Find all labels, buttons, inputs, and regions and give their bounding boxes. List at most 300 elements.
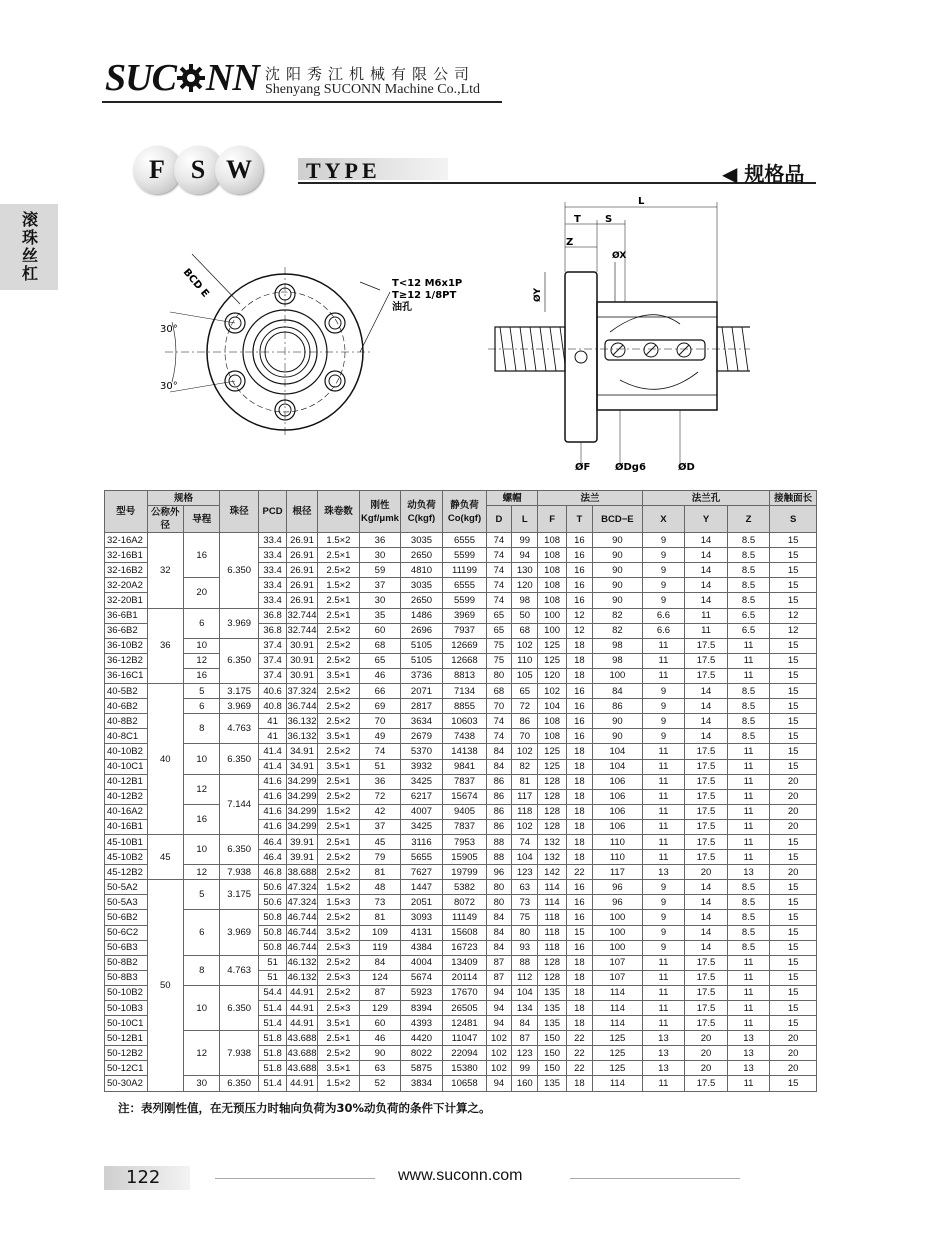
cell-root-dia: 39.91 <box>287 850 317 865</box>
cell-nut-l: 87 <box>512 1031 538 1046</box>
cell-hole-z: 11 <box>727 774 770 789</box>
cell-hole-y: 14 <box>685 533 728 548</box>
cell-pcd: 51.8 <box>258 1061 286 1076</box>
cell-contact-s: 15 <box>770 653 817 668</box>
cell-flange-f: 128 <box>538 789 566 804</box>
cell-turns: 2.5×2 <box>317 684 360 699</box>
header-dyn-load: 动负荷 C(kgf) <box>400 491 443 533</box>
cell-contact-s: 15 <box>770 714 817 729</box>
cell-rigidity: 52 <box>360 1076 401 1091</box>
cell-flange-f: 125 <box>538 759 566 774</box>
cell-pcd: 46.4 <box>258 850 286 865</box>
cell-hole-x: 13 <box>642 1031 685 1046</box>
cell-contact-s: 15 <box>770 895 817 910</box>
company-name-cn: 沈阳秀江机械有限公司 <box>265 65 476 83</box>
cell-model: 50-8B3 <box>105 970 148 985</box>
cell-root-dia: 36.132 <box>287 729 317 744</box>
cell-hole-y: 17.5 <box>685 744 728 759</box>
cell-nut-l: 160 <box>512 1076 538 1091</box>
cell-hole-z: 11 <box>727 985 770 1000</box>
cell-root-dia: 26.91 <box>287 593 317 608</box>
cell-flange-bcd: 114 <box>593 1016 643 1031</box>
cell-contact-s: 20 <box>770 789 817 804</box>
cell-flange-bcd: 100 <box>593 925 643 940</box>
type-label: TYPE <box>306 158 381 183</box>
cell-hole-z: 13 <box>727 1046 770 1061</box>
spec-table-body <box>105 533 817 1091</box>
type-letter-s: S <box>174 146 222 194</box>
cell-hole-x: 9 <box>642 910 685 925</box>
cell-turns: 2.5×1 <box>317 774 360 789</box>
cell-nut-d: 94 <box>486 1001 511 1016</box>
cell-static-load: 26505 <box>443 1001 487 1016</box>
cell-model: 45-10B1 <box>105 834 148 849</box>
cell-ball-dia: 6.350 <box>220 638 258 683</box>
cell-model: 40-6B2 <box>105 699 148 714</box>
cell-flange-f: 108 <box>538 563 566 578</box>
cell-dyn-load: 4384 <box>400 940 443 955</box>
cell-nut-l: 80 <box>512 925 538 940</box>
cell-hole-x: 11 <box>642 744 685 759</box>
cell-flange-f: 114 <box>538 880 566 895</box>
cell-hole-y: 14 <box>685 563 728 578</box>
cell-dyn-load: 4007 <box>400 804 443 819</box>
cell-rigidity: 79 <box>360 850 401 865</box>
cell-contact-s: 12 <box>770 623 817 638</box>
cell-root-dia: 26.91 <box>287 563 317 578</box>
cell-nut-l: 98 <box>512 593 538 608</box>
cell-lead: 16 <box>183 804 219 834</box>
cell-static-load: 15380 <box>443 1061 487 1076</box>
cell-model: 50-6B2 <box>105 910 148 925</box>
cell-turns: 2.5×2 <box>317 638 360 653</box>
cell-root-dia: 44.91 <box>287 1076 317 1091</box>
cell-turns: 2.5×1 <box>317 548 360 563</box>
cell-rigidity: 87 <box>360 985 401 1000</box>
header-pcd: PCD <box>258 491 286 533</box>
cell-flange-bcd: 125 <box>593 1061 643 1076</box>
cell-model: 32-16A2 <box>105 533 148 548</box>
cell-hole-x: 11 <box>642 970 685 985</box>
dim-dg6-label: ØDg6 <box>615 462 646 473</box>
cell-pcd: 33.4 <box>258 578 286 593</box>
cell-flange-t: 22 <box>566 1061 592 1076</box>
type-letter-f: F <box>133 146 181 194</box>
cell-flange-t: 18 <box>566 1001 592 1016</box>
cell-flange-t: 18 <box>566 759 592 774</box>
cell-ball-dia: 6.350 <box>220 985 258 1030</box>
table-row <box>105 578 817 593</box>
cell-nut-d: 84 <box>486 759 511 774</box>
cell-hole-z: 6.5 <box>727 623 770 638</box>
cell-lead: 10 <box>183 834 219 864</box>
cell-flange-bcd: 82 <box>593 623 643 638</box>
cell-nominal-dia: 50 <box>147 880 183 1091</box>
cell-model: 36-12B2 <box>105 653 148 668</box>
cell-lead: 16 <box>183 668 219 683</box>
cell-hole-z: 13 <box>727 865 770 880</box>
cell-flange-f: 150 <box>538 1046 566 1061</box>
cell-flange-t: 16 <box>566 940 592 955</box>
cell-model: 32-16B2 <box>105 563 148 578</box>
cell-nut-d: 87 <box>486 955 511 970</box>
cell-turns: 2.5×2 <box>317 955 360 970</box>
cell-lead: 12 <box>183 774 219 804</box>
cell-pcd: 37.4 <box>258 668 286 683</box>
cell-dyn-load: 2650 <box>400 548 443 563</box>
cell-dyn-load: 4131 <box>400 925 443 940</box>
cell-flange-f: 108 <box>538 548 566 563</box>
cell-hole-y: 14 <box>685 880 728 895</box>
cell-rigidity: 69 <box>360 699 401 714</box>
cell-flange-bcd: 104 <box>593 744 643 759</box>
header-flange-hole: 法兰孔 <box>642 491 770 506</box>
cell-hole-y: 20 <box>685 865 728 880</box>
cell-ball-dia: 7.938 <box>220 865 258 880</box>
cell-nut-d: 74 <box>486 578 511 593</box>
table-row <box>105 714 817 729</box>
cell-hole-z: 11 <box>727 834 770 849</box>
cell-flange-f: 108 <box>538 729 566 744</box>
cell-hole-y: 14 <box>685 714 728 729</box>
cell-hole-z: 11 <box>727 653 770 668</box>
cell-hole-x: 11 <box>642 1076 685 1091</box>
cell-static-load: 3969 <box>443 608 487 623</box>
cell-flange-t: 16 <box>566 684 592 699</box>
cell-hole-y: 20 <box>685 1046 728 1061</box>
cell-turns: 2.5×1 <box>317 608 360 623</box>
cell-hole-y: 20 <box>685 1031 728 1046</box>
cell-hole-x: 11 <box>642 789 685 804</box>
cell-hole-y: 14 <box>685 699 728 714</box>
cell-contact-s: 15 <box>770 684 817 699</box>
cell-pcd: 46.8 <box>258 865 286 880</box>
cell-static-load: 8855 <box>443 699 487 714</box>
cell-flange-bcd: 100 <box>593 940 643 955</box>
header-flange: 法兰 <box>538 491 642 506</box>
cell-root-dia: 47.324 <box>287 895 317 910</box>
cell-ball-dia: 4.763 <box>220 714 258 744</box>
cell-contact-s: 20 <box>770 774 817 789</box>
header-contact: 接触面长 <box>770 491 817 506</box>
cell-turns: 2.5×2 <box>317 714 360 729</box>
cell-hole-x: 11 <box>642 955 685 970</box>
cell-contact-s: 15 <box>770 834 817 849</box>
cell-dyn-load: 2696 <box>400 623 443 638</box>
cell-flange-bcd: 125 <box>593 1046 643 1061</box>
cell-nut-l: 102 <box>512 638 538 653</box>
table-row <box>105 653 817 668</box>
cell-hole-z: 8.5 <box>727 533 770 548</box>
cell-flange-bcd: 90 <box>593 593 643 608</box>
cell-nut-l: 123 <box>512 865 538 880</box>
section-side-tab <box>0 204 58 290</box>
cell-static-load: 15674 <box>443 789 487 804</box>
cell-hole-z: 8.5 <box>727 548 770 563</box>
cell-flange-f: 125 <box>538 653 566 668</box>
dim-y-label: ØY <box>533 287 543 302</box>
page-number: 122 <box>104 1166 190 1190</box>
table-row <box>105 1031 817 1046</box>
cell-nut-l: 75 <box>512 910 538 925</box>
cell-turns: 2.5×2 <box>317 744 360 759</box>
cell-root-dia: 46.132 <box>287 955 317 970</box>
cell-rigidity: 51 <box>360 759 401 774</box>
cell-nominal-dia: 36 <box>147 608 183 683</box>
cell-root-dia: 30.91 <box>287 653 317 668</box>
header-l: L <box>512 506 538 533</box>
cell-turns: 2.5×2 <box>317 985 360 1000</box>
cell-hole-y: 17.5 <box>685 668 728 683</box>
cell-rigidity: 49 <box>360 729 401 744</box>
cell-flange-t: 18 <box>566 955 592 970</box>
cell-flange-bcd: 106 <box>593 819 643 834</box>
cell-dyn-load: 5105 <box>400 638 443 653</box>
cell-rigidity: 30 <box>360 548 401 563</box>
cell-static-load: 7937 <box>443 623 487 638</box>
cell-flange-f: 132 <box>538 834 566 849</box>
cell-contact-s: 15 <box>770 638 817 653</box>
cell-turns: 2.5×2 <box>317 865 360 880</box>
cell-dyn-load: 3116 <box>400 834 443 849</box>
cell-nut-d: 84 <box>486 925 511 940</box>
cell-flange-f: 100 <box>538 608 566 623</box>
cell-pcd: 37.4 <box>258 638 286 653</box>
table-row <box>105 1076 817 1091</box>
table-row <box>105 804 817 819</box>
cell-nut-l: 117 <box>512 789 538 804</box>
cell-flange-bcd: 104 <box>593 759 643 774</box>
cell-nut-l: 93 <box>512 940 538 955</box>
spec-label: ◀ 规格品 <box>722 162 805 186</box>
cell-rigidity: 81 <box>360 910 401 925</box>
cell-hole-x: 6.6 <box>642 608 685 623</box>
table-row <box>105 744 817 759</box>
cell-static-load: 10603 <box>443 714 487 729</box>
cell-flange-t: 18 <box>566 834 592 849</box>
cell-pcd: 51.8 <box>258 1046 286 1061</box>
cell-lead: 12 <box>183 653 219 668</box>
cell-ball-dia: 6.350 <box>220 834 258 864</box>
cell-flange-bcd: 86 <box>593 699 643 714</box>
cell-flange-f: 128 <box>538 774 566 789</box>
cell-rigidity: 66 <box>360 684 401 699</box>
cell-flange-t: 18 <box>566 653 592 668</box>
cell-static-load: 13409 <box>443 955 487 970</box>
cell-flange-t: 18 <box>566 970 592 985</box>
cell-nut-l: 130 <box>512 563 538 578</box>
cell-flange-bcd: 90 <box>593 729 643 744</box>
cell-hole-z: 11 <box>727 638 770 653</box>
cell-dyn-load: 2071 <box>400 684 443 699</box>
cell-hole-x: 11 <box>642 819 685 834</box>
cell-nut-l: 118 <box>512 804 538 819</box>
cell-static-load: 22094 <box>443 1046 487 1061</box>
header-root-dia: 根径 <box>287 491 317 533</box>
cell-hole-x: 11 <box>642 804 685 819</box>
cell-pcd: 33.4 <box>258 533 286 548</box>
cell-nut-l: 88 <box>512 955 538 970</box>
cell-pcd: 50.6 <box>258 895 286 910</box>
cell-flange-f: 118 <box>538 925 566 940</box>
table-row <box>105 684 817 699</box>
cell-dyn-load: 5655 <box>400 850 443 865</box>
cell-model: 50-5A2 <box>105 880 148 895</box>
cell-ball-dia: 7.938 <box>220 1031 258 1076</box>
oil-hole-note-1: T<12 M6x1P <box>392 278 463 289</box>
cell-root-dia: 30.91 <box>287 668 317 683</box>
cell-hole-x: 9 <box>642 684 685 699</box>
cell-contact-s: 15 <box>770 699 817 714</box>
cell-root-dia: 34.299 <box>287 774 317 789</box>
header-turns: 珠卷数 <box>317 491 360 533</box>
cell-ball-dia: 3.969 <box>220 910 258 955</box>
cell-turns: 2.5×2 <box>317 653 360 668</box>
cell-contact-s: 15 <box>770 970 817 985</box>
cell-dyn-load: 6217 <box>400 789 443 804</box>
cell-hole-y: 17.5 <box>685 819 728 834</box>
cell-flange-t: 16 <box>566 880 592 895</box>
cell-hole-x: 11 <box>642 985 685 1000</box>
cell-flange-bcd: 107 <box>593 955 643 970</box>
cell-flange-f: 142 <box>538 865 566 880</box>
cell-nut-d: 74 <box>486 548 511 563</box>
cell-hole-x: 11 <box>642 1001 685 1016</box>
cell-flange-f: 132 <box>538 850 566 865</box>
cell-flange-t: 18 <box>566 850 592 865</box>
cell-dyn-load: 3425 <box>400 774 443 789</box>
cell-flange-bcd: 125 <box>593 1031 643 1046</box>
header-model: 型号 <box>105 491 148 533</box>
cell-turns: 3.5×1 <box>317 1061 360 1076</box>
cell-flange-t: 22 <box>566 1046 592 1061</box>
cell-contact-s: 15 <box>770 940 817 955</box>
cell-flange-f: 128 <box>538 804 566 819</box>
cell-turns: 2.5×1 <box>317 1031 360 1046</box>
cell-root-dia: 43.688 <box>287 1046 317 1061</box>
table-row <box>105 834 817 849</box>
cell-flange-t: 18 <box>566 789 592 804</box>
cell-root-dia: 26.91 <box>287 533 317 548</box>
cell-static-load: 8072 <box>443 895 487 910</box>
cell-hole-x: 11 <box>642 668 685 683</box>
cell-root-dia: 44.91 <box>287 1001 317 1016</box>
cell-flange-f: 128 <box>538 955 566 970</box>
cell-nut-l: 104 <box>512 985 538 1000</box>
cell-hole-z: 11 <box>727 1001 770 1016</box>
cell-nut-l: 50 <box>512 608 538 623</box>
cell-dyn-load: 3093 <box>400 910 443 925</box>
cell-contact-s: 15 <box>770 1001 817 1016</box>
cell-static-load: 12669 <box>443 638 487 653</box>
cell-static-load: 15905 <box>443 850 487 865</box>
cell-hole-y: 14 <box>685 593 728 608</box>
cell-model: 50-12B1 <box>105 1031 148 1046</box>
cell-flange-t: 18 <box>566 819 592 834</box>
dim-d-label: ØD <box>678 462 695 473</box>
cell-nut-d: 88 <box>486 834 511 849</box>
cell-turns: 3.5×1 <box>317 1016 360 1031</box>
cell-rigidity: 74 <box>360 744 401 759</box>
cell-hole-y: 14 <box>685 910 728 925</box>
cell-nut-l: 86 <box>512 714 538 729</box>
cell-pcd: 33.4 <box>258 563 286 578</box>
cell-root-dia: 30.91 <box>287 638 317 653</box>
cell-dyn-load: 3634 <box>400 714 443 729</box>
cell-lead: 8 <box>183 955 219 985</box>
cell-flange-bcd: 96 <box>593 895 643 910</box>
cell-nut-d: 74 <box>486 533 511 548</box>
cell-rigidity: 65 <box>360 653 401 668</box>
cell-nut-l: 134 <box>512 1001 538 1016</box>
cell-hole-x: 9 <box>642 578 685 593</box>
cell-model: 50-8B2 <box>105 955 148 970</box>
cell-contact-s: 20 <box>770 1031 817 1046</box>
cell-nut-l: 94 <box>512 548 538 563</box>
cell-static-load: 12668 <box>443 653 487 668</box>
cell-flange-bcd: 107 <box>593 970 643 985</box>
cell-root-dia: 34.299 <box>287 789 317 804</box>
cell-contact-s: 12 <box>770 608 817 623</box>
cell-ball-dia: 6.350 <box>220 533 258 608</box>
cell-flange-bcd: 117 <box>593 865 643 880</box>
cell-hole-x: 11 <box>642 850 685 865</box>
cell-hole-y: 11 <box>685 608 728 623</box>
table-row <box>105 608 817 623</box>
cell-nut-d: 96 <box>486 865 511 880</box>
cell-root-dia: 43.688 <box>287 1031 317 1046</box>
cell-pcd: 41.4 <box>258 759 286 774</box>
cell-pcd: 41.6 <box>258 819 286 834</box>
cell-turns: 1.5×2 <box>317 880 360 895</box>
cell-lead: 12 <box>183 1031 219 1076</box>
dim-l-label: L <box>638 196 645 207</box>
cell-hole-z: 8.5 <box>727 729 770 744</box>
cell-nut-d: 74 <box>486 714 511 729</box>
table-row <box>105 865 817 880</box>
cell-pcd: 51 <box>258 955 286 970</box>
cell-nut-l: 68 <box>512 623 538 638</box>
cell-model: 36-6B2 <box>105 623 148 638</box>
cell-rigidity: 48 <box>360 880 401 895</box>
cell-hole-x: 11 <box>642 638 685 653</box>
cell-rigidity: 37 <box>360 578 401 593</box>
cell-flange-t: 18 <box>566 668 592 683</box>
cell-nut-d: 86 <box>486 789 511 804</box>
cell-hole-y: 17.5 <box>685 985 728 1000</box>
cell-nominal-dia: 32 <box>147 533 183 608</box>
cell-contact-s: 15 <box>770 850 817 865</box>
cell-flange-f: 118 <box>538 910 566 925</box>
cell-lead: 20 <box>183 578 219 608</box>
footer-rule-right <box>570 1178 740 1179</box>
cell-root-dia: 46.744 <box>287 910 317 925</box>
header-s: S <box>770 506 817 533</box>
website-url: www.suconn.com <box>398 1167 523 1184</box>
cell-flange-f: 108 <box>538 578 566 593</box>
cell-root-dia: 46.132 <box>287 970 317 985</box>
cell-model: 50-30A2 <box>105 1076 148 1091</box>
cell-lead: 6 <box>183 699 219 714</box>
cell-nut-l: 102 <box>512 744 538 759</box>
cell-pcd: 51 <box>258 970 286 985</box>
cell-lead: 16 <box>183 533 219 578</box>
cell-contact-s: 15 <box>770 533 817 548</box>
cell-root-dia: 38.688 <box>287 865 317 880</box>
cell-hole-y: 17.5 <box>685 804 728 819</box>
cell-dyn-load: 2679 <box>400 729 443 744</box>
cell-nut-l: 102 <box>512 819 538 834</box>
